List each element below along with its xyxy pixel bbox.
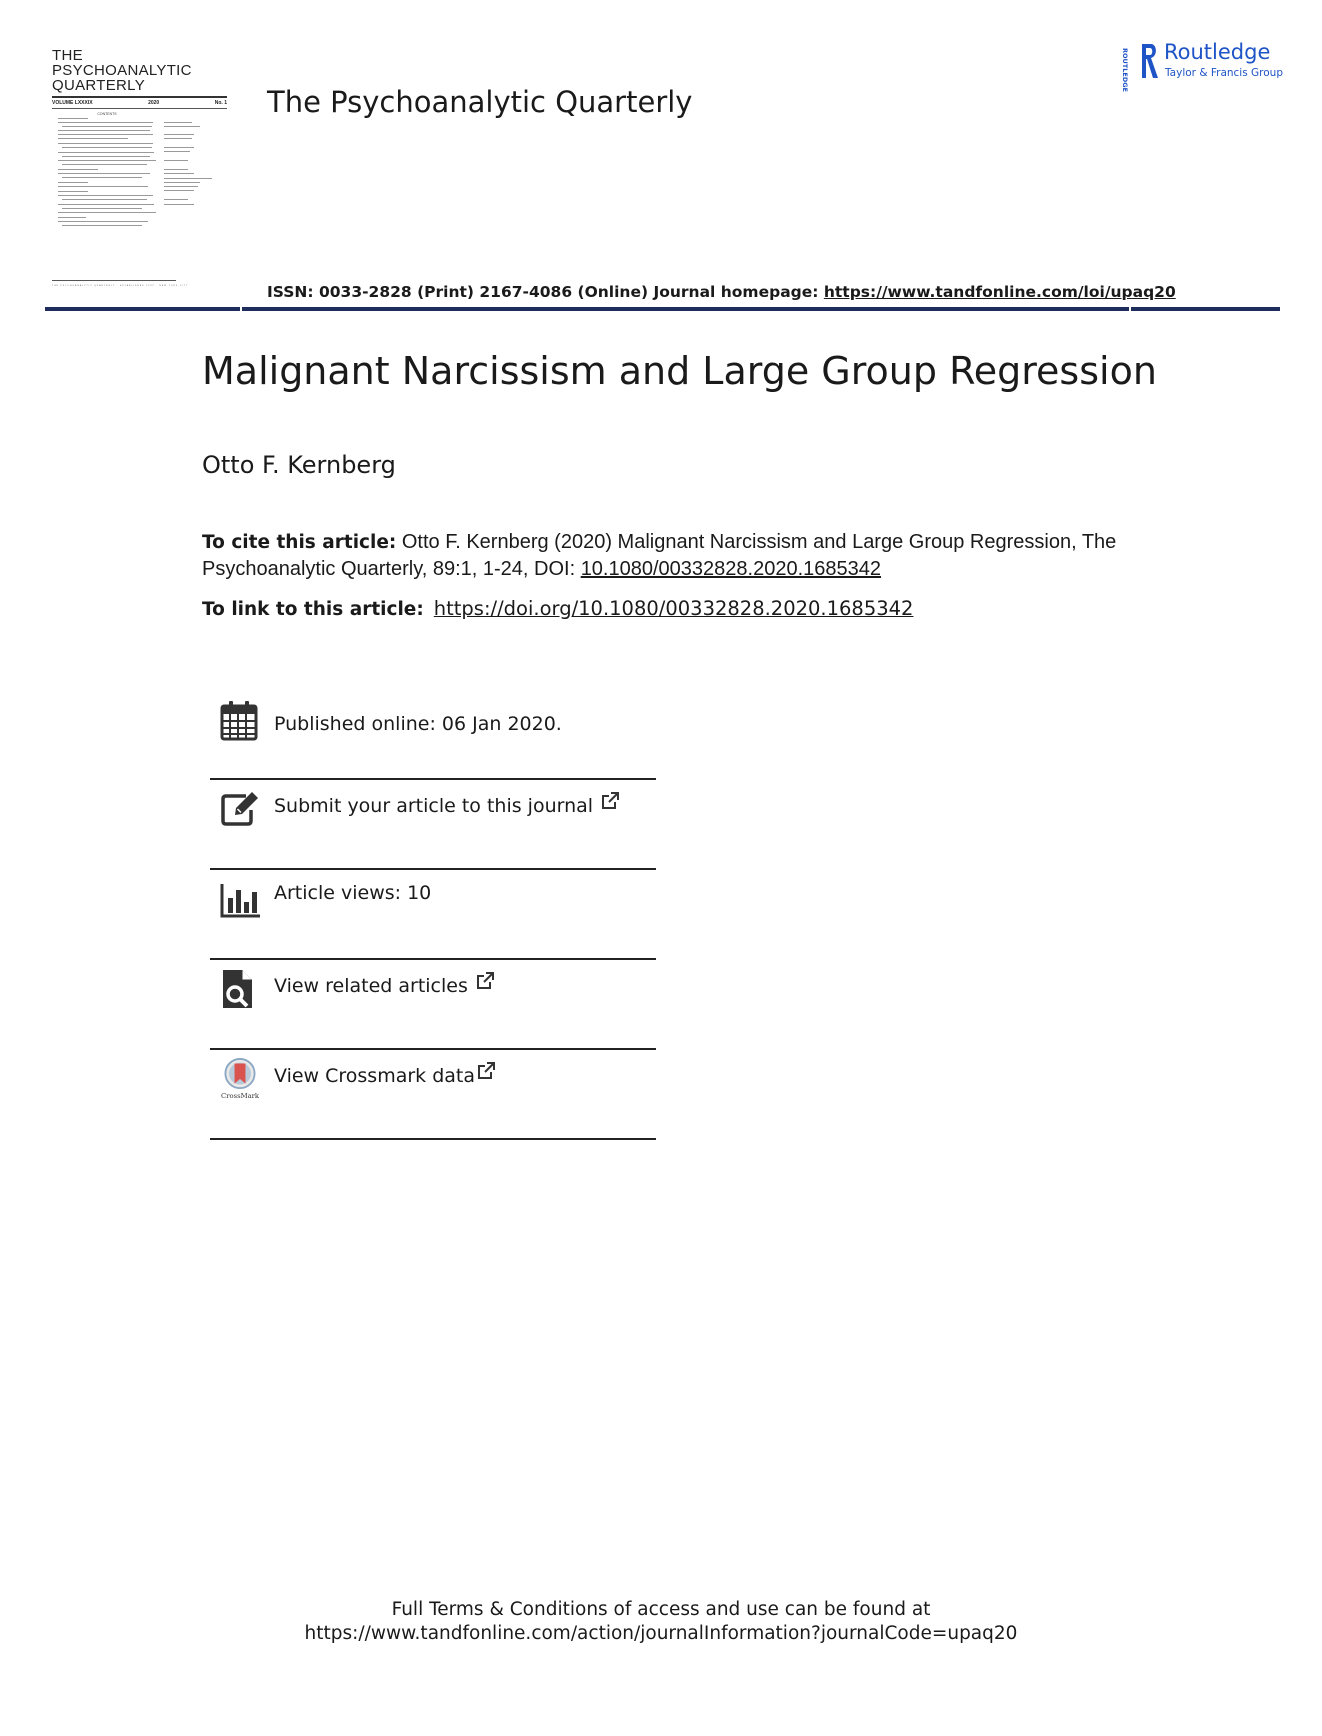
external-link-icon [476,972,494,990]
cover-number: No. 1 [214,100,227,106]
cite-label: To cite this article: [202,532,397,553]
citation-block [202,529,1202,583]
cite-text: Otto F. Kernberg (2020) Malignant Narcissism and Large Group Regression, The Psychoanalytic Quarterly, 89:1, 1-24, DOI: [202,531,1117,580]
routledge-logo[interactable] [1121,38,1287,92]
cover-volume-line [52,100,227,106]
cover-title-line-3: QUARTERLY [52,77,146,94]
crossmark-text: View Crossmark data [274,1065,476,1087]
cover-footer [52,280,189,289]
journal-cover-thumbnail [52,48,227,296]
article-info-list [210,700,656,1140]
external-link-icon [601,792,619,810]
terms-url[interactable]: https://www.tandfonline.com/action/journalInformation?journalCode=upaq20 [304,1623,1018,1644]
submit-article-row[interactable] [210,780,656,870]
journal-homepage-link[interactable]: https://www.tandfonline.com/loi/upaq20 [823,283,1176,301]
cover-title-line-1: THE [52,47,83,64]
document-search-icon [220,968,260,1010]
related-articles-text: View related articles [274,975,468,997]
article-link-line [202,597,913,620]
issn-text: ISSN: 0033-2828 (Print) 2167-4086 (Online) Journal homepage: [267,283,824,301]
cover-contents-lines [52,118,227,228]
crossmark-icon [220,1058,260,1100]
cover-title-line-2: PSYCHOANALYTIC [52,62,192,79]
cover-year: 2020 [148,100,160,106]
issn-line [267,283,1176,301]
edit-icon [220,788,260,830]
routledge-vertical-wordmark: ROUTLEDGE [1121,48,1129,92]
cover-footer-text: THE PSYCHOANALYTIC QUARTERLY · ESTABLISHED 1932 · NEW YORK CITY [52,284,189,287]
publisher-name: Routledge [1164,40,1271,64]
cover-volume: VOLUME LXXXIX [52,100,93,106]
article-title: Malignant Narcissism and Large Group Regression [202,349,1157,393]
header-divider [45,307,1280,311]
article-views-text: Article views: 10 [274,882,432,904]
terms-footer [0,1598,1322,1646]
doi-link[interactable]: 10.1080/00332828.2020.1685342 [580,558,881,580]
svg-text:CrossMark: CrossMark [220,1092,260,1100]
published-online-row [210,700,656,780]
publisher-group: Taylor & Francis Group [1165,67,1283,79]
calendar-icon [220,700,260,742]
cover-volume-rule [52,108,227,109]
related-articles-row[interactable] [210,960,656,1050]
bar-chart-icon [220,878,260,920]
article-views-row [210,870,656,960]
external-link-icon [477,1062,495,1080]
crossmark-row[interactable] [210,1050,656,1140]
cover-rule [52,96,227,98]
journal-title: The Psychoanalytic Quarterly [267,85,693,119]
article-doi-url-link[interactable]: https://doi.org/10.1080/00332828.2020.1685342 [433,597,914,620]
cover-contents-heading: CONTENTS [97,112,117,116]
routledge-r-mark-icon [1140,42,1160,80]
article-author: Otto F. Kernberg [202,451,396,479]
submit-article-text: Submit your article to this journal [274,795,594,817]
published-online-text: Published online: 06 Jan 2020. [274,713,562,735]
link-label: To link to this article: [202,599,424,620]
terms-line-1: Full Terms & Conditions of access and use can be found at [391,1599,931,1620]
